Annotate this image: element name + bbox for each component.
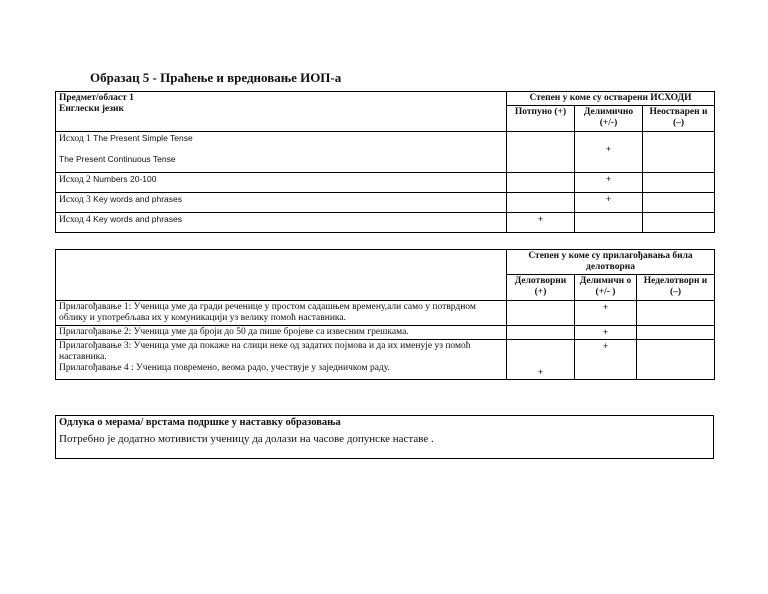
mark-full: + bbox=[507, 213, 575, 233]
mark-full bbox=[507, 173, 575, 193]
mark-partial: + bbox=[575, 193, 643, 213]
adjustment-text: Прилагођавање 2: Ученица уме да броји до 50 да пише бројеве са извесним грешкама. bbox=[56, 326, 507, 340]
outcome-text: Key words and phrases bbox=[93, 214, 182, 224]
mark-unachieved bbox=[643, 193, 715, 213]
decision-box bbox=[55, 415, 714, 459]
mark-unachieved bbox=[643, 132, 715, 173]
col-partial: Делимично (+/-) bbox=[575, 106, 643, 132]
mark-unachieved bbox=[643, 173, 715, 193]
outcomes-header: Степен у коме су остварени ИСХОДИ bbox=[507, 92, 715, 106]
adjustment-text-4: Прилагођавање 4 : Ученица повремено, веома радо, учествује у заједничком раду. bbox=[59, 363, 390, 373]
mark-ineffective bbox=[637, 326, 715, 340]
outcome-text-2: The Present Continuous Tense bbox=[59, 154, 176, 164]
decision-header: Одлука о мерама/ врстама подршке у наставку образовања bbox=[59, 417, 341, 428]
col-unachieved: Неостварен и (–) bbox=[643, 106, 715, 132]
outcome-prefix: Исход 4 bbox=[59, 215, 91, 225]
blank-header-cell bbox=[56, 250, 507, 301]
mark-partially-effective: + bbox=[575, 326, 637, 340]
table-row bbox=[56, 340, 715, 380]
table-row bbox=[56, 193, 715, 213]
col-ineffective: Неделотворн и (–) bbox=[637, 275, 715, 301]
subject-name: Енглески језик bbox=[59, 104, 124, 114]
mark-effective bbox=[507, 326, 575, 340]
adjustment-text: Прилагођавање 1: Ученица уме да гради реченице у простом садашњем времену,али само у потврдном облику и употребљава их у комуникацији уз велику помоћ наставника. bbox=[56, 301, 507, 326]
mark-partial: + bbox=[575, 132, 643, 173]
mark-partial bbox=[575, 213, 643, 233]
adjustments-header: Степен у коме су прилагођавања била делотворна bbox=[507, 250, 715, 275]
adjustments-table bbox=[55, 249, 715, 380]
subject-label: Предмет/област 1 bbox=[59, 93, 134, 103]
mark-effective: + bbox=[507, 340, 575, 380]
table-row bbox=[56, 173, 715, 193]
mark-partially-effective: + bbox=[575, 340, 637, 380]
decision-text: Потребно је додатно мотивисти ученицу да долази на часове допунске наставе . bbox=[59, 433, 434, 445]
mark-full bbox=[507, 193, 575, 213]
outcome-prefix: Исход 1 bbox=[59, 134, 91, 144]
mark-partial: + bbox=[575, 173, 643, 193]
outcome-text: Numbers 20-100 bbox=[93, 174, 157, 184]
outcome-text: The Present Simple Tense bbox=[93, 133, 193, 143]
col-effective: Делотворни (+) bbox=[507, 275, 575, 301]
mark-effective bbox=[507, 301, 575, 326]
document-title: Образац 5 - Праћење и вредновање ИОП-а bbox=[90, 70, 342, 85]
adjustment-text: Прилагођавање 3: Ученица уме да покаже на слици неке од задатих појмова и да их именује уз помоћ наставника. bbox=[59, 341, 471, 362]
mark-full bbox=[507, 132, 575, 173]
outcomes-table bbox=[55, 91, 715, 233]
mark-unachieved bbox=[643, 213, 715, 233]
table-row bbox=[56, 132, 715, 173]
outcome-text: Key words and phrases bbox=[93, 194, 182, 204]
table-row bbox=[56, 301, 715, 326]
mark-partially-effective: + bbox=[575, 301, 637, 326]
outcome-prefix: Исход 2 bbox=[59, 175, 91, 185]
mark-ineffective bbox=[637, 301, 715, 326]
mark-ineffective bbox=[637, 340, 715, 380]
col-partially-effective: Делимичн о (+/- ) bbox=[575, 275, 637, 301]
outcome-prefix: Исход 3 bbox=[59, 195, 91, 205]
col-full: Потпуно (+) bbox=[507, 106, 575, 132]
table-row bbox=[56, 213, 715, 233]
subject-cell bbox=[56, 92, 507, 132]
table-row bbox=[56, 326, 715, 340]
